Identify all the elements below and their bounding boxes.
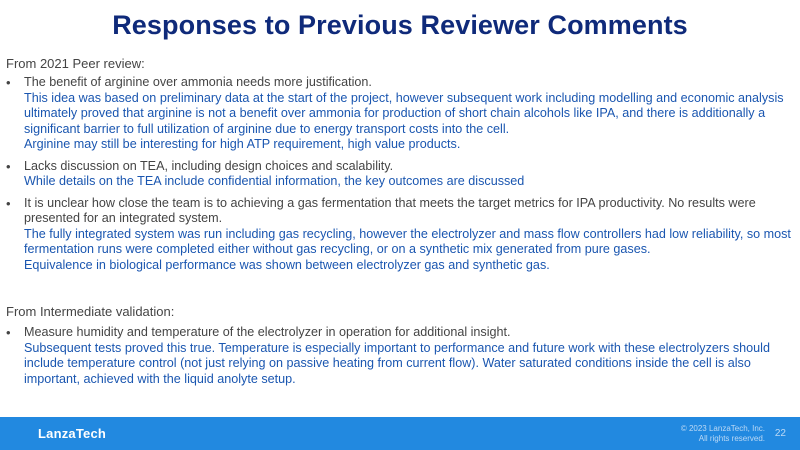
team-response: Subsequent tests proved this true. Temperature is especially important to performance and future work with these electrolyzers should include temperature control (not just relying on passive heating from current flow). Water saturated conditions inside the cell is also important, achieved with the liquid anolyte setup. (24, 340, 770, 386)
reviewer-comment: Measure humidity and temperature of the electrolyzer in operation for additional insight. (24, 325, 511, 339)
copyright-line: All rights reserved. (698, 434, 765, 443)
slide-title: Responses to Previous Reviewer Comments (112, 10, 688, 40)
team-response: The fully integrated system was run including gas recycling, however the electrolyzer and mass flow controllers had low reliability, so most fermentation runs were completed either without gas recycling, or on a synthetic mix generated from pure gases. (24, 226, 791, 256)
team-response: Equivalence in biological performance was shown between electrolyzer gas and synthetic gas. (24, 257, 550, 272)
list-item (0, 196, 792, 274)
bullet-icon: • (6, 325, 11, 340)
peer-review-list (0, 75, 792, 279)
copyright-line: © 2023 LanzaTech, Inc. (680, 424, 765, 433)
team-response: This idea was based on preliminary data at the start of the project, however subsequent work including modelling and economic analysis ultimately proved that arginine is not a benefit over ammonia for production of short chain alcohols like IPA, and there is additionally a significant barrier to full utilization of arginine due to energy transport costs into the cell. (24, 90, 784, 136)
page-number: 22 (774, 428, 786, 439)
reviewer-comment: The benefit of arginine over ammonia needs more justification. (24, 75, 372, 89)
bullet-icon: • (6, 195, 11, 211)
list-item (0, 159, 792, 190)
reviewer-comment: It is unclear how close the team is to achieving a gas fermentation that meets the target metrics for IPA productivity. No results were presented for an integrated system. (24, 195, 756, 225)
list-item (0, 75, 792, 153)
section-label-intermediate-validation: From Intermediate validation: (6, 304, 175, 319)
bullet-icon: • (6, 75, 11, 90)
team-response: Arginine may still be interesting for high ATP requirement, high value products. (24, 137, 461, 151)
list-item (0, 325, 792, 387)
reviewer-comment: Lacks discussion on TEA, including design choices and scalability. (24, 158, 394, 173)
footer-bar (0, 417, 800, 450)
intermediate-validation-list (0, 325, 792, 393)
bullet-icon: • (6, 158, 11, 174)
lanzatech-logo: LanzaTech (38, 426, 107, 441)
team-response: While details on the TEA include confidential information, the key outcomes are discussed (24, 174, 525, 188)
copyright-notice (681, 424, 765, 444)
section-label-peer-review: From 2021 Peer review: (6, 56, 145, 71)
